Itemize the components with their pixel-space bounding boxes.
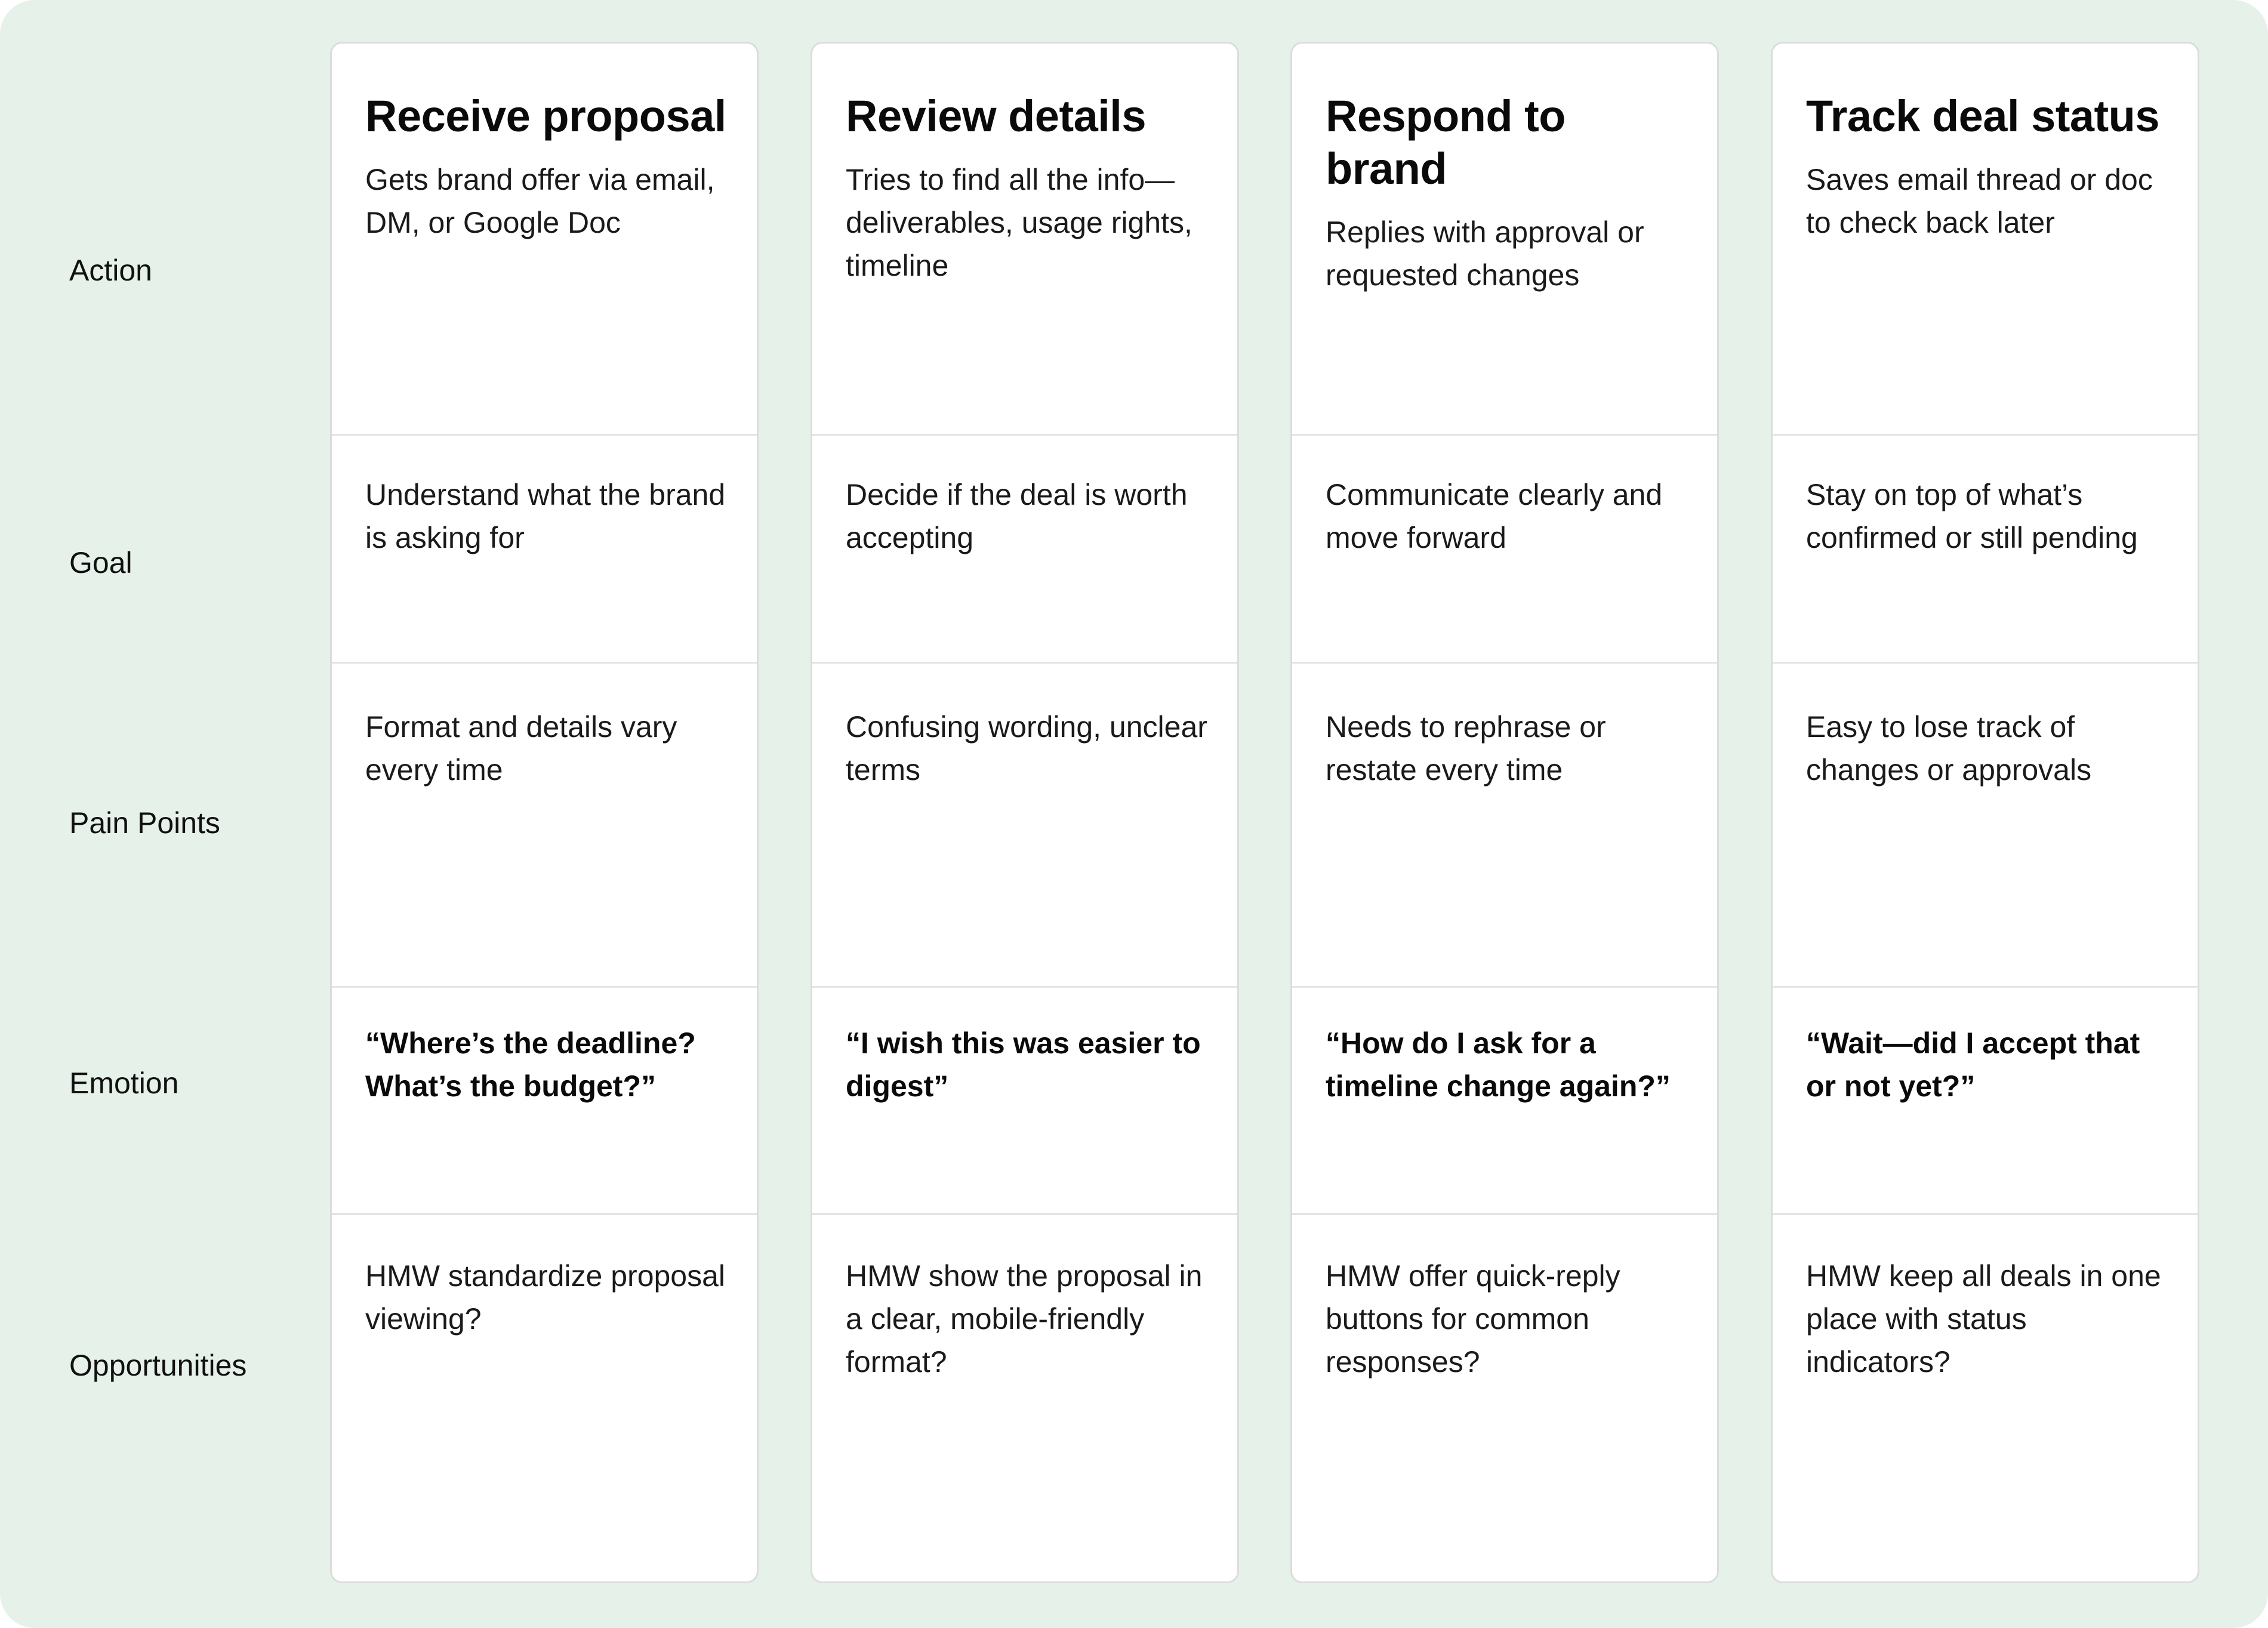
goal-text: Understand what the brand is asking for (365, 478, 726, 554)
pain-points-cell (1292, 662, 1717, 986)
stage-card-track-deal-status (1771, 42, 2199, 1583)
goal-cell (812, 434, 1237, 662)
opportunity-text: HMW offer quick-reply buttons for common responses? (1326, 1259, 1620, 1379)
action-cell (812, 44, 1237, 434)
goal-cell (1773, 434, 2198, 662)
row-label-pain-points: Pain Points (69, 806, 220, 840)
pain-points-cell (812, 662, 1237, 986)
action-text: Gets brand offer via email, DM, or Google Doc (365, 163, 715, 239)
emotion-cell (1773, 986, 2198, 1213)
emotion-quote: “Wait—did I accept that or not yet?” (1806, 1026, 2140, 1103)
goal-text: Decide if the deal is worth accepting (846, 478, 1188, 554)
pain-points-cell (1773, 662, 2198, 986)
stage-title: Respond to brand (1326, 91, 1566, 193)
action-text: Saves email thread or doc to check back later (1806, 163, 2153, 239)
emotion-quote: “How do I ask for a timeline change again?” (1326, 1026, 1671, 1103)
pain-points-text: Needs to rephrase or restate every time (1326, 710, 1606, 787)
stage-card-receive-proposal (330, 42, 759, 1583)
emotion-cell (812, 986, 1237, 1213)
pain-points-cell (332, 662, 757, 986)
row-label-emotion: Emotion (69, 1066, 179, 1100)
opportunity-cell (1292, 1213, 1717, 1583)
goal-text: Communicate clearly and move forward (1326, 478, 1663, 554)
action-cell (1292, 44, 1717, 434)
pain-points-text: Confusing wording, unclear terms (846, 710, 1207, 787)
stage-title: Track deal status (1806, 91, 2160, 141)
opportunity-cell (812, 1213, 1237, 1583)
opportunity-text: HMW keep all deals in one place with status indicators? (1806, 1259, 2161, 1379)
opportunity-text: HMW standardize proposal viewing? (365, 1259, 726, 1336)
goal-text: Stay on top of what’s confirmed or still pending (1806, 478, 2138, 554)
goal-cell (1292, 434, 1717, 662)
stage-card-respond-to-brand (1290, 42, 1719, 1583)
row-label-action: Action (69, 254, 152, 287)
row-label-goal: Goal (69, 546, 132, 579)
action-cell (332, 44, 757, 434)
pain-points-text: Easy to lose track of changes or approvals (1806, 710, 2092, 787)
pain-points-text: Format and details vary every time (365, 710, 677, 787)
opportunity-cell (1773, 1213, 2198, 1583)
stage-card-review-details (811, 42, 1239, 1583)
goal-cell (332, 434, 757, 662)
stage-title: Receive proposal (365, 91, 726, 141)
row-label-opportunities: Opportunities (69, 1349, 247, 1382)
opportunity-text: HMW show the proposal in a clear, mobile-friendly format? (846, 1259, 1203, 1379)
emotion-cell (1292, 986, 1717, 1213)
emotion-quote: “Where’s the deadline? What’s the budget?” (365, 1026, 696, 1103)
opportunity-cell (332, 1213, 757, 1583)
emotion-quote: “I wish this was easier to digest” (846, 1026, 1201, 1103)
action-cell (1773, 44, 2198, 434)
stage-title: Review details (846, 91, 1147, 141)
emotion-cell (332, 986, 757, 1213)
action-text: Replies with approval or requested changes (1326, 215, 1644, 292)
action-text: Tries to find all the info—deliverables, usage rights, timeline (846, 163, 1192, 282)
